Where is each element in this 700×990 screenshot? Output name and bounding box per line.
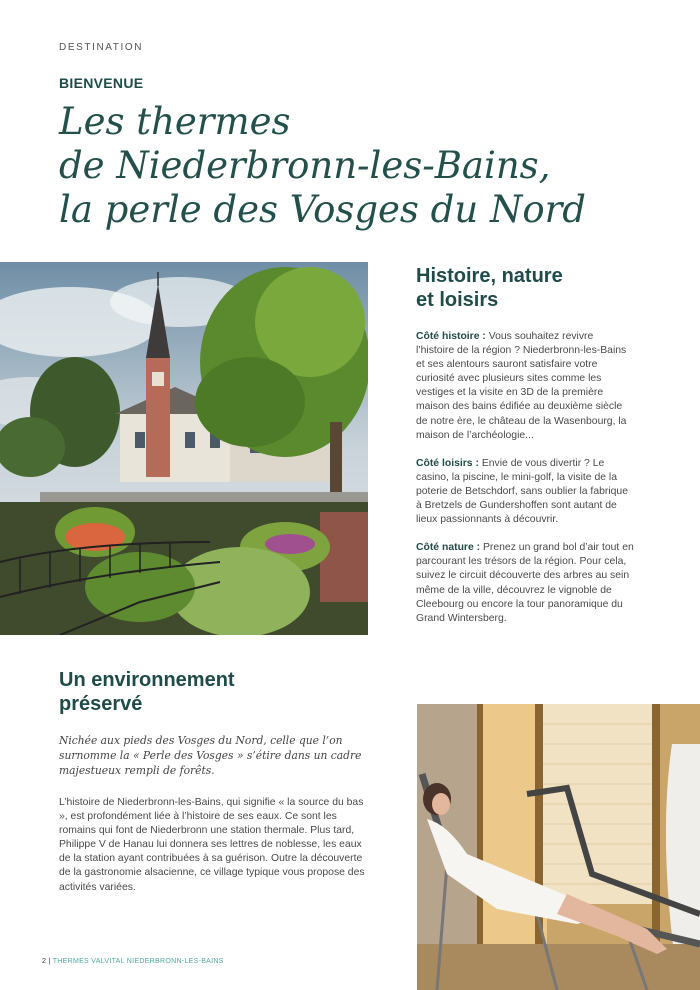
footer-brand: THERMES VALVITAL NIEDERBRONN-LES-BAINS	[52, 958, 224, 965]
spa-relaxation-photo	[417, 704, 700, 990]
section-kicker: DESTINATION	[59, 42, 144, 53]
paragraph-label: Côté histoire :	[416, 331, 486, 342]
environnement-intro: Nichée aux pieds des Vosges du Nord, celle que l’on surnomme la « Perle des Vosges » s’étire dans un cadre majestueux rempli de forêts.	[59, 734, 362, 777]
histoire-heading	[416, 264, 686, 312]
footer-separator: |	[48, 958, 51, 965]
page-number: 2	[42, 958, 47, 965]
histoire-text-column	[416, 330, 634, 640]
paragraph-label: Côté nature :	[416, 542, 481, 554]
heading-line: et loisirs	[416, 289, 499, 311]
page-subtitle: BIENVENUE	[59, 75, 144, 91]
title-line: de Niederbronn-les-Bains,	[59, 144, 551, 187]
page-footer	[42, 958, 224, 965]
loisirs-paragraph	[416, 457, 634, 527]
title-line: Les thermes	[59, 100, 291, 143]
town-church-photo	[0, 262, 368, 635]
paragraph-text: Envie de vous divertir ? Le casino, la piscine, le mini-golf, la visite de la poterie de Betschdorf, sans oublier la fabrique à Bretzels de Gundershoffen sont autant de lieux passionnants à découvrir.	[416, 457, 628, 526]
paragraph-label: Côté loisirs :	[416, 457, 479, 469]
nature-paragraph	[416, 541, 634, 626]
heading-line: Un environnement	[59, 669, 235, 691]
page-title	[59, 100, 679, 232]
environnement-body: L’histoire de Niederbronn-les-Bains, qui signifie « la source du bas », est profondément liée à l’histoire de ses eaux. Ce sont les romains qui font de Niederbronn une station thermale. Plus tard, Philippe V de Hanau lui donnera ses lettres de noblesse, les eaux de la station ayant contribuées à sa guérison. Outre la découverte de la gastronomie alsacienne, ce village typique vous propose des activités variées.	[59, 797, 365, 893]
title-line: la perle des Vosges du Nord	[59, 188, 586, 231]
heading-line: préservé	[59, 693, 143, 715]
paragraph-text: Vous souhaitez revivre l’histoire de la région ? Niederbronn-les-Bains et ses alentours sauront satisfaire votre curiosité avec plusieurs sites comme les vestiges et la visite en 3D de la première maison des bains édifiée au deuxième siècle de notre ère, le château de la Wasenbourg, la maison de l’archéologie...	[416, 331, 627, 441]
histoire-paragraph	[416, 330, 634, 443]
paragraph-text: Prenez un grand bol d’air tout en parcourant les trésors de la région. Pour cela, suivez le circuit découverte des arbres au sein même de la ville, découvrez le vignoble de Cleebourg ou encore la tour panoramique du Grand Wintersberg.	[416, 542, 634, 624]
environnement-heading	[59, 668, 359, 716]
heading-line: Histoire, nature	[416, 265, 563, 287]
